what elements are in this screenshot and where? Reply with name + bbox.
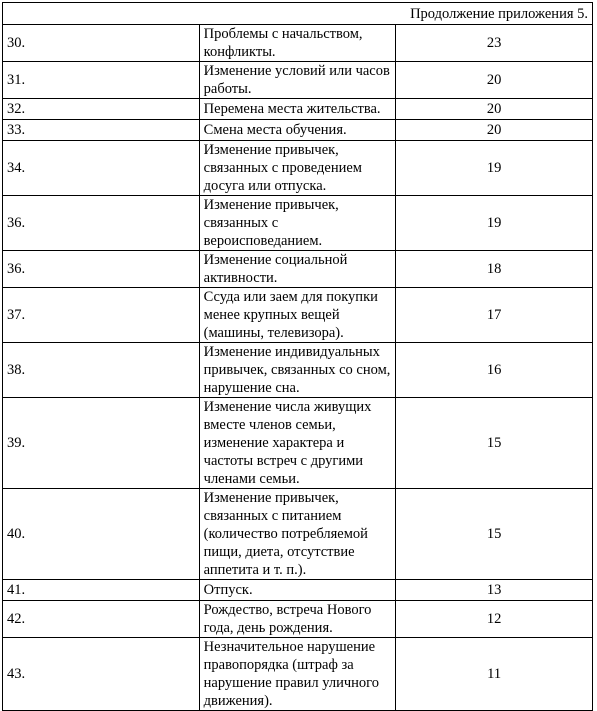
caption-row — [3, 3, 593, 25]
row-score: 15 — [396, 398, 593, 489]
row-number: 34. — [3, 141, 200, 196]
table-row — [3, 25, 593, 62]
row-event: Ссуда или заем для покупки менее крупных вещей (машины, телевизора). — [199, 288, 396, 343]
row-score: 20 — [396, 120, 593, 141]
table-row — [3, 141, 593, 196]
row-number: 30. — [3, 25, 200, 62]
row-event: Изменение привычек, связанных с вероисповеданием. — [199, 196, 396, 251]
row-number: 42. — [3, 601, 200, 638]
table-row — [3, 120, 593, 141]
row-number: 38. — [3, 343, 200, 398]
table-row — [3, 398, 593, 489]
table-row — [3, 580, 593, 601]
row-score: 20 — [396, 62, 593, 99]
table-row — [3, 489, 593, 580]
row-score: 19 — [396, 196, 593, 251]
row-number: 39. — [3, 398, 200, 489]
row-score: 20 — [396, 99, 593, 120]
row-score: 18 — [396, 251, 593, 288]
row-score: 15 — [396, 489, 593, 580]
table-row — [3, 343, 593, 398]
table-row — [3, 196, 593, 251]
row-event: Отпуск. — [199, 580, 396, 601]
row-score: 19 — [396, 141, 593, 196]
row-event: Рождество, встреча Нового года, день рождения. — [199, 601, 396, 638]
table-row — [3, 251, 593, 288]
row-event: Изменение индивидуальных привычек, связанных со сном, нарушение сна. — [199, 343, 396, 398]
row-number: 41. — [3, 580, 200, 601]
table-row — [3, 99, 593, 120]
row-number: 37. — [3, 288, 200, 343]
row-number: 36. — [3, 251, 200, 288]
row-score: 13 — [396, 580, 593, 601]
row-score: 17 — [396, 288, 593, 343]
row-score: 16 — [396, 343, 593, 398]
row-score: 23 — [396, 25, 593, 62]
row-number: 31. — [3, 62, 200, 99]
appendix-table — [2, 2, 593, 711]
table-row — [3, 288, 593, 343]
row-number: 43. — [3, 638, 200, 711]
appendix-caption: Продолжение приложения 5. — [3, 3, 593, 25]
table-row — [3, 601, 593, 638]
row-score: 11 — [396, 638, 593, 711]
row-number: 36. — [3, 196, 200, 251]
row-score: 12 — [396, 601, 593, 638]
table-row — [3, 638, 593, 711]
row-event: Изменение числа живущих вместе членов семьи, изменение характера и частоты встреч с другими членами семьи. — [199, 398, 396, 489]
row-event: Незначительное нарушение правопорядка (штраф за нарушение правил уличного движения). — [199, 638, 396, 711]
row-number: 33. — [3, 120, 200, 141]
row-number: 40. — [3, 489, 200, 580]
row-event: Изменение привычек, связанных с питанием (количество потребляемой пищи, диета, отсутствие аппетита и т. п.). — [199, 489, 396, 580]
row-event: Смена места обучения. — [199, 120, 396, 141]
row-number: 32. — [3, 99, 200, 120]
row-event: Изменение условий или часов работы. — [199, 62, 396, 99]
row-event: Перемена места жительства. — [199, 99, 396, 120]
row-event: Проблемы с начальством, конфликты. — [199, 25, 396, 62]
row-event: Изменение привычек, связанных с проведением досуга или отпуска. — [199, 141, 396, 196]
table-row — [3, 62, 593, 99]
row-event: Изменение социальной активности. — [199, 251, 396, 288]
